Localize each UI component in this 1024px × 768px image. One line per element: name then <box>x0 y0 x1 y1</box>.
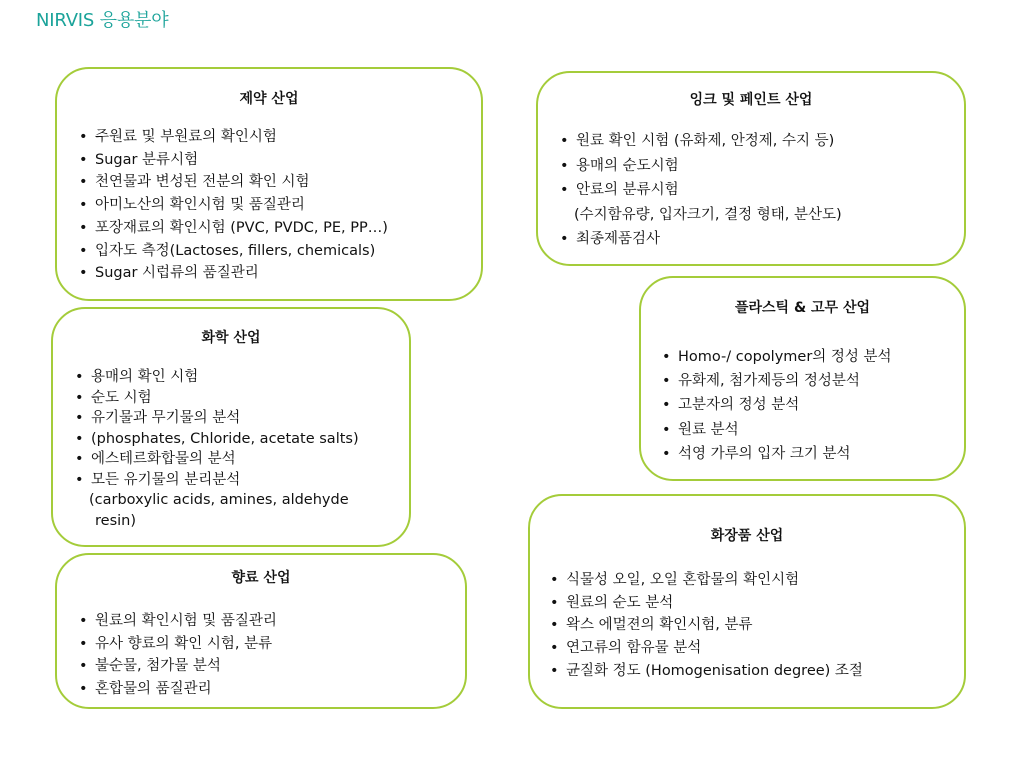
list-item: • 안료의 분류시험 <box>558 178 842 203</box>
list-item: • 에스테르화합물의 분석 <box>73 449 359 470</box>
list-item: • 혼합물의 품질관리 <box>77 678 277 701</box>
list-item: • Homo-/ copolymer의 정성 분석 <box>660 345 892 369</box>
list-item: • 균질화 정도 (Homogenisation degree) 조절 <box>548 660 863 683</box>
list-item: • 유기물과 무기물의 분석 <box>73 408 359 429</box>
list-item: • 유사 향료의 확인 시험, 분류 <box>77 633 277 656</box>
pharma-item-list <box>77 126 388 285</box>
ink-card-title: 잉크 및 페인트 산업 <box>689 92 813 108</box>
list-item: • 식물성 오일, 오일 혼합물의 확인시험 <box>548 569 863 592</box>
list-item-continuation: (수지함유량, 입자크기, 결정 형태, 분산도) <box>574 206 842 223</box>
plastic-item-list <box>660 345 892 466</box>
list-item: • 원료 분석 <box>660 418 892 442</box>
page-title: NIRVIS 응용분야 <box>36 10 169 31</box>
fragrance-item-list <box>77 610 277 700</box>
list-item: • 포장재료의 확인시험 (PVC, PVDC, PE, PP…) <box>77 217 388 240</box>
list-item: • Sugar 시럽류의 품질관리 <box>77 262 388 285</box>
list-item: • 원료의 순도 분석 <box>548 592 863 615</box>
list-item: • 왁스 에멀젼의 확인시험, 분류 <box>548 614 863 637</box>
list-item: • 천연물과 변성된 전분의 확인 시험 <box>77 171 388 194</box>
list-item: • 아미노산의 확인시험 및 품질관리 <box>77 194 388 217</box>
plastic-card-title: 플라스틱 & 고무 산업 <box>734 300 871 316</box>
chemical-industry-card <box>51 307 411 547</box>
pharma-industry-card <box>55 67 483 301</box>
fragrance-industry-card <box>55 553 467 709</box>
list-item: • (phosphates, Chloride, acetate salts) <box>73 429 359 450</box>
list-item: • 원료의 확인시험 및 품질관리 <box>77 610 277 633</box>
list-item-continuation: (carboxylic acids, amines, aldehyde <box>89 492 349 508</box>
cosmetic-card-title: 화장품 산업 <box>710 528 784 544</box>
list-item: • 석영 가루의 입자 크기 분석 <box>660 442 892 466</box>
fragrance-card-title: 향료 산업 <box>231 570 291 586</box>
chemical-card-title: 화학 산업 <box>201 330 261 346</box>
list-item: • 용매의 순도시험 <box>558 154 842 179</box>
list-item: • 순도 시험 <box>73 388 359 409</box>
list-item: • 주원료 및 부원료의 확인시험 <box>77 126 388 149</box>
list-item: • 모든 유기물의 분리분석 <box>73 470 359 491</box>
list-item-continuation: resin) <box>95 512 136 529</box>
cosmetic-item-list <box>548 569 863 683</box>
list-item: • 유화제, 첨가제등의 정성분석 <box>660 369 892 393</box>
list-item: • 불순물, 첨가물 분석 <box>77 655 277 678</box>
list-item: • Sugar 분류시험 <box>77 149 388 172</box>
ink-item-list <box>558 129 842 252</box>
list-item: • 연고류의 함유물 분석 <box>548 637 863 660</box>
plastic-rubber-industry-card <box>639 276 966 481</box>
list-item: • 입자도 측정(Lactoses, fillers, chemicals) <box>77 240 388 263</box>
list-item: • 용매의 확인 시험 <box>73 367 359 388</box>
ink-paint-industry-card <box>536 71 966 266</box>
list-item: • 고분자의 정성 분석 <box>660 393 892 417</box>
chemical-item-list <box>73 367 359 531</box>
list-item: • 최종제품검사 <box>558 227 842 252</box>
cosmetic-industry-card <box>528 494 966 709</box>
list-item: • 원료 확인 시험 (유화제, 안정제, 수지 등) <box>558 129 842 154</box>
pharma-card-title: 제약 산업 <box>239 91 299 107</box>
